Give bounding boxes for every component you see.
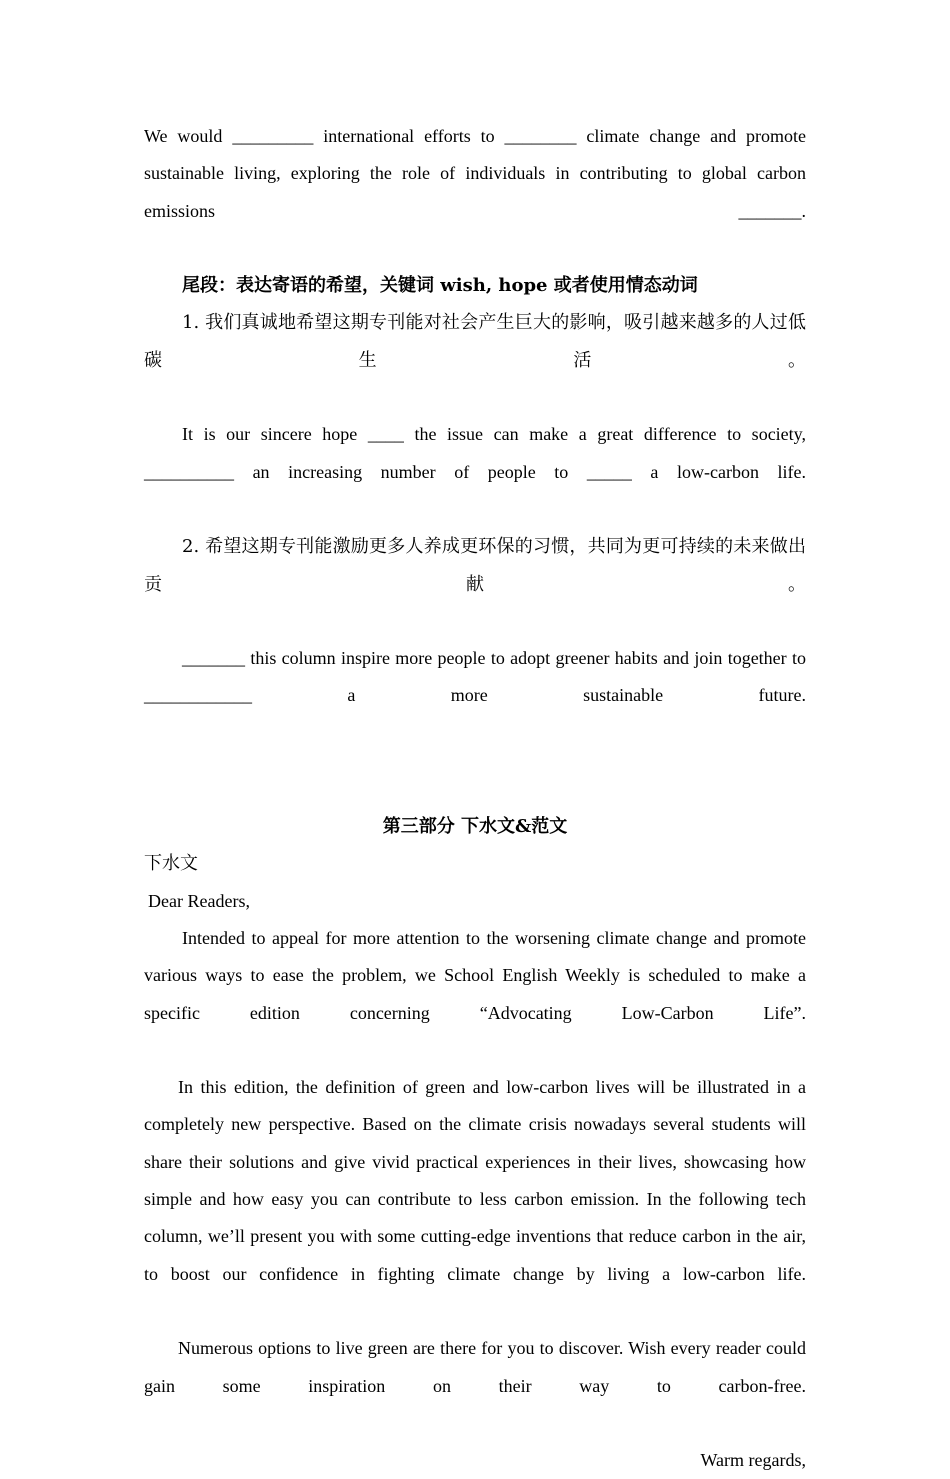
item-2-chinese: 2. 希望这期专刊能激励更多人养成更环保的习惯，共同为更可持续的未来做出贡献。 — [144, 536, 806, 595]
letter-paragraph-3: Numerous options to live green are there for you to discover. Wish every reader could gain some inspiration on their way to carbon-free. — [144, 1338, 806, 1396]
letter-closing: Warm regards, — [700, 1450, 806, 1471]
paragraph-international-efforts: We would _________ international efforts to ________ climate change and promote sustainable living, exploring the role of individuals in contributing to global carbon emissions _______. — [144, 126, 806, 221]
section-3-title: 第三部分 下水文&范文 — [382, 816, 568, 838]
item-1-english: It is our sincere hope ____ the issue can make a great difference to society, __________ an increasing number of people to _____ a low-carbon life. — [144, 424, 806, 482]
letter-paragraph-2: In this edition, the definition of green and low-carbon lives will be illustrated in a completely new perspective. Based on the climate crisis nowadays several students will share their solutions and give vivid practical experiences in their lives, showcasing how simple and how easy you can contribute to less carbon emission. In the following tech column, we’ll present you with some cutting-edge inventions that reduce carbon in the air, to boost our confidence in fighting climate change by living a low-carbon life. — [144, 1077, 806, 1284]
ending-paragraph-heading: 尾段：表达寄语的希望，关键词 wish, hope 或者使用情态动词 — [182, 275, 698, 297]
item-2-english: _______ this column inspire more people to adopt greener habits and join together to ____________ a more sustainable future. — [144, 648, 806, 706]
item-1-chinese: 1. 我们真诚地希望这期专刊能对社会产生巨大的影响，吸引越来越多的人过低碳生活。 — [144, 312, 806, 371]
letter-paragraph-1: Intended to appeal for more attention to the worsening climate change and promote various ways to ease the problem, we School English Weekly is scheduled to make a specific edition concerning “Advocating Low-Carbon Life”. — [144, 927, 806, 1023]
document-page — [144, 118, 806, 1479]
letter-salutation: Dear Readers, — [148, 890, 250, 911]
section-spacer — [144, 752, 806, 808]
section-3-subtitle: 下水文 — [144, 853, 198, 875]
